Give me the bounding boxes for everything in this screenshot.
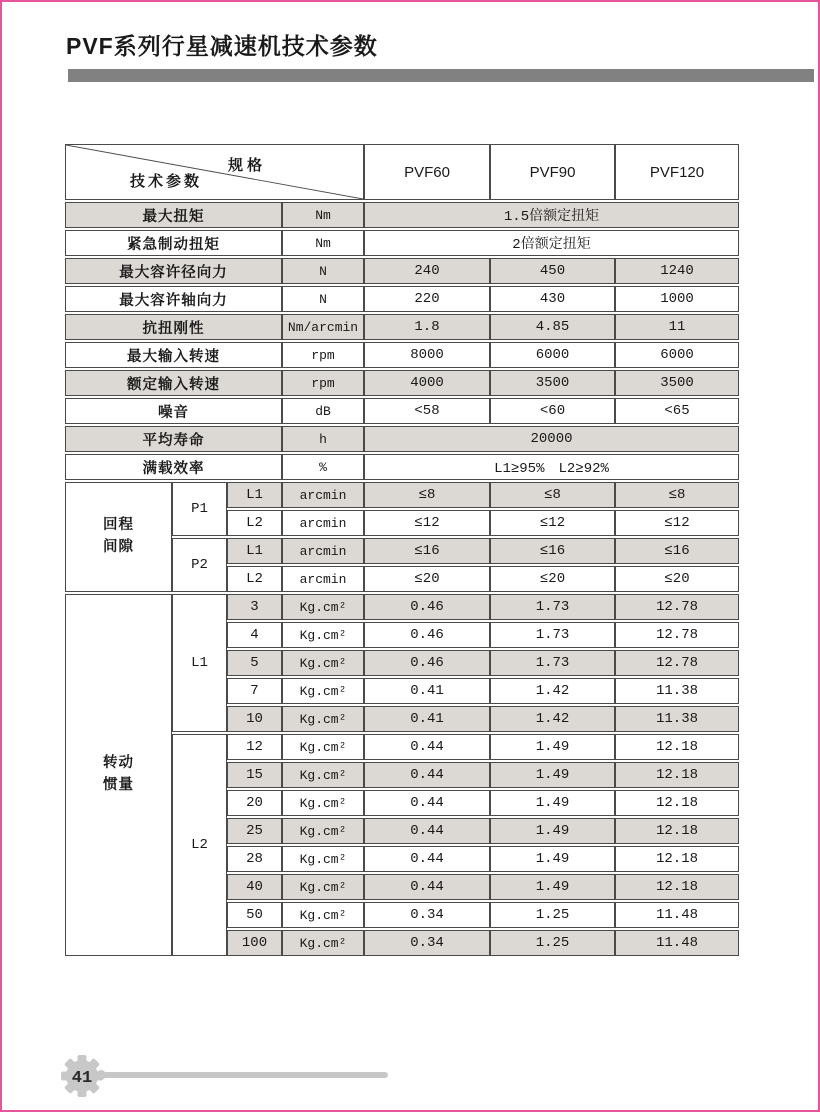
table-header-row bbox=[65, 144, 739, 200]
page-number: 41 bbox=[71, 1069, 93, 1088]
table-row bbox=[65, 482, 739, 508]
value-cell: 11.38 bbox=[615, 678, 739, 704]
value-cell: 450 bbox=[490, 258, 615, 284]
value-cell: ≤8 bbox=[490, 482, 615, 508]
value-cell: 220 bbox=[364, 286, 490, 312]
table-row bbox=[65, 286, 739, 312]
unit-cell: Kg.cm² bbox=[282, 846, 364, 872]
value-cell: 240 bbox=[364, 258, 490, 284]
corner-header-cell bbox=[65, 144, 364, 200]
footer-rule-line bbox=[100, 1072, 388, 1078]
title-underline-bar bbox=[68, 69, 814, 82]
value-cell: 6000 bbox=[490, 342, 615, 368]
value-cell: 1240 bbox=[615, 258, 739, 284]
unit-cell: h bbox=[282, 426, 364, 452]
value-cell: 0.34 bbox=[364, 902, 490, 928]
value-cell: ≤16 bbox=[490, 538, 615, 564]
unit-cell: N bbox=[282, 286, 364, 312]
table-row bbox=[65, 342, 739, 368]
value-cell: ≤16 bbox=[364, 538, 490, 564]
unit-cell: dB bbox=[282, 398, 364, 424]
ratio-cell: 25 bbox=[227, 818, 282, 844]
stage-label: L2 bbox=[227, 510, 282, 536]
table-row bbox=[65, 594, 739, 620]
unit-cell: Kg.cm² bbox=[282, 762, 364, 788]
stage-label: L1 bbox=[227, 482, 282, 508]
value-cell: 12.18 bbox=[615, 762, 739, 788]
value-cell: ≤20 bbox=[615, 566, 739, 592]
unit-cell: Kg.cm² bbox=[282, 930, 364, 956]
value-cell: 3500 bbox=[615, 370, 739, 396]
table-row bbox=[65, 230, 739, 256]
unit-cell: Kg.cm² bbox=[282, 734, 364, 760]
value-cell: 11.38 bbox=[615, 706, 739, 732]
unit-cell: rpm bbox=[282, 342, 364, 368]
value-cell: 0.41 bbox=[364, 706, 490, 732]
stage-label: L2 bbox=[227, 566, 282, 592]
unit-cell: Kg.cm² bbox=[282, 622, 364, 648]
value-cell: 1.49 bbox=[490, 762, 615, 788]
value-cell: 1.8 bbox=[364, 314, 490, 340]
value-cell: ≤20 bbox=[490, 566, 615, 592]
inertia-group-label: 转动 惯量 bbox=[65, 594, 172, 956]
value-cell: 0.44 bbox=[364, 874, 490, 900]
param-label: 抗扭刚性 bbox=[65, 314, 282, 340]
unit-cell: % bbox=[282, 454, 364, 480]
unit-cell: arcmin bbox=[282, 538, 364, 564]
value-cell: ≤8 bbox=[364, 482, 490, 508]
stage-label: L1 bbox=[227, 538, 282, 564]
value-cell: 12.78 bbox=[615, 650, 739, 676]
value-cell: ≤12 bbox=[364, 510, 490, 536]
unit-cell: Kg.cm² bbox=[282, 678, 364, 704]
table-row bbox=[65, 454, 739, 480]
value-cell: 8000 bbox=[364, 342, 490, 368]
value-cell: 1.73 bbox=[490, 650, 615, 676]
value-cell: ≤12 bbox=[490, 510, 615, 536]
table-row bbox=[65, 202, 739, 228]
value-cell: 1.73 bbox=[490, 622, 615, 648]
unit-cell: arcmin bbox=[282, 510, 364, 536]
value-cell: 1.25 bbox=[490, 902, 615, 928]
ratio-cell: 100 bbox=[227, 930, 282, 956]
ratio-cell: 10 bbox=[227, 706, 282, 732]
value-cell: 1.42 bbox=[490, 706, 615, 732]
value-cell: 0.44 bbox=[364, 734, 490, 760]
param-label: 噪音 bbox=[65, 398, 282, 424]
value-cell: 1000 bbox=[615, 286, 739, 312]
value-cell: 12.18 bbox=[615, 874, 739, 900]
value-cell: 1.49 bbox=[490, 818, 615, 844]
value-cell: 0.41 bbox=[364, 678, 490, 704]
corner-label-spec: 规格 bbox=[228, 157, 267, 174]
ratio-cell: 28 bbox=[227, 846, 282, 872]
value-cell: <58 bbox=[364, 398, 490, 424]
value-cell: <65 bbox=[615, 398, 739, 424]
value-cell: 3500 bbox=[490, 370, 615, 396]
value-cell: 0.44 bbox=[364, 790, 490, 816]
param-label: 紧急制动扭矩 bbox=[65, 230, 282, 256]
precision-class-label: P1 bbox=[172, 482, 227, 536]
value-cell: 0.34 bbox=[364, 930, 490, 956]
value-cell: ≤8 bbox=[615, 482, 739, 508]
unit-cell: N bbox=[282, 258, 364, 284]
spec-table bbox=[65, 142, 739, 958]
table-row bbox=[65, 258, 739, 284]
value-cell: 0.44 bbox=[364, 762, 490, 788]
unit-cell: Nm/arcmin bbox=[282, 314, 364, 340]
value-cell: 1.49 bbox=[490, 734, 615, 760]
param-label: 最大扭矩 bbox=[65, 202, 282, 228]
value-cell: 12.78 bbox=[615, 622, 739, 648]
page-title: PVF系列行星减速机技术参数 bbox=[66, 33, 378, 59]
value-cell: <60 bbox=[490, 398, 615, 424]
value-cell: ≤16 bbox=[615, 538, 739, 564]
unit-cell: Kg.cm² bbox=[282, 594, 364, 620]
unit-cell: Nm bbox=[282, 230, 364, 256]
value-cell: 6000 bbox=[615, 342, 739, 368]
value-cell: 11.48 bbox=[615, 902, 739, 928]
table-row bbox=[65, 314, 739, 340]
spec-table-body bbox=[65, 202, 739, 956]
value-span-cell: 2倍额定扭矩 bbox=[364, 230, 739, 256]
precision-class-label: P2 bbox=[172, 538, 227, 592]
unit-cell: rpm bbox=[282, 370, 364, 396]
value-span-cell: L1≥95% L2≥92% bbox=[364, 454, 739, 480]
value-cell: 0.44 bbox=[364, 846, 490, 872]
ratio-cell: 3 bbox=[227, 594, 282, 620]
param-label: 最大输入转速 bbox=[65, 342, 282, 368]
value-cell: 430 bbox=[490, 286, 615, 312]
column-header-pvf90: PVF90 bbox=[490, 144, 615, 200]
table-row bbox=[65, 370, 739, 396]
unit-cell: arcmin bbox=[282, 566, 364, 592]
value-cell: 1.49 bbox=[490, 874, 615, 900]
param-label: 满载效率 bbox=[65, 454, 282, 480]
stage-group-label: L1 bbox=[172, 594, 227, 732]
backlash-group-label: 回程 间隙 bbox=[65, 482, 172, 592]
value-cell: 1.49 bbox=[490, 846, 615, 872]
value-cell: 12.18 bbox=[615, 790, 739, 816]
ratio-cell: 40 bbox=[227, 874, 282, 900]
ratio-cell: 20 bbox=[227, 790, 282, 816]
unit-cell: Kg.cm² bbox=[282, 790, 364, 816]
ratio-cell: 12 bbox=[227, 734, 282, 760]
value-span-cell: 20000 bbox=[364, 426, 739, 452]
value-cell: 12.18 bbox=[615, 734, 739, 760]
corner-label-params: 技术参数 bbox=[130, 173, 203, 190]
param-label: 额定输入转速 bbox=[65, 370, 282, 396]
unit-cell: Kg.cm² bbox=[282, 874, 364, 900]
value-cell: 11 bbox=[615, 314, 739, 340]
stage-group-label: L2 bbox=[172, 734, 227, 956]
column-header-pvf60: PVF60 bbox=[364, 144, 490, 200]
value-cell: 1.25 bbox=[490, 930, 615, 956]
value-cell: ≤12 bbox=[615, 510, 739, 536]
value-cell: 0.46 bbox=[364, 622, 490, 648]
value-cell: 1.73 bbox=[490, 594, 615, 620]
column-header-pvf120: PVF120 bbox=[615, 144, 739, 200]
ratio-cell: 50 bbox=[227, 902, 282, 928]
value-cell: 1.42 bbox=[490, 678, 615, 704]
table-row bbox=[65, 398, 739, 424]
value-cell: 0.46 bbox=[364, 650, 490, 676]
param-label: 平均寿命 bbox=[65, 426, 282, 452]
ratio-cell: 4 bbox=[227, 622, 282, 648]
value-cell: 12.18 bbox=[615, 846, 739, 872]
ratio-cell: 5 bbox=[227, 650, 282, 676]
value-cell: 4.85 bbox=[490, 314, 615, 340]
unit-cell: Kg.cm² bbox=[282, 706, 364, 732]
unit-cell: Kg.cm² bbox=[282, 818, 364, 844]
ratio-cell: 7 bbox=[227, 678, 282, 704]
page-footer bbox=[60, 1054, 400, 1102]
unit-cell: Nm bbox=[282, 202, 364, 228]
value-cell: 0.46 bbox=[364, 594, 490, 620]
unit-cell: Kg.cm² bbox=[282, 650, 364, 676]
unit-cell: Kg.cm² bbox=[282, 902, 364, 928]
value-cell: 11.48 bbox=[615, 930, 739, 956]
value-cell: 1.49 bbox=[490, 790, 615, 816]
diagonal-divider-line bbox=[66, 145, 363, 199]
value-cell: ≤20 bbox=[364, 566, 490, 592]
param-label: 最大容许径向力 bbox=[65, 258, 282, 284]
ratio-cell: 15 bbox=[227, 762, 282, 788]
value-cell: 0.44 bbox=[364, 818, 490, 844]
value-span-cell: 1.5倍额定扭矩 bbox=[364, 202, 739, 228]
unit-cell: arcmin bbox=[282, 482, 364, 508]
value-cell: 12.18 bbox=[615, 818, 739, 844]
param-label: 最大容许轴向力 bbox=[65, 286, 282, 312]
value-cell: 4000 bbox=[364, 370, 490, 396]
value-cell: 12.78 bbox=[615, 594, 739, 620]
table-row bbox=[65, 426, 739, 452]
